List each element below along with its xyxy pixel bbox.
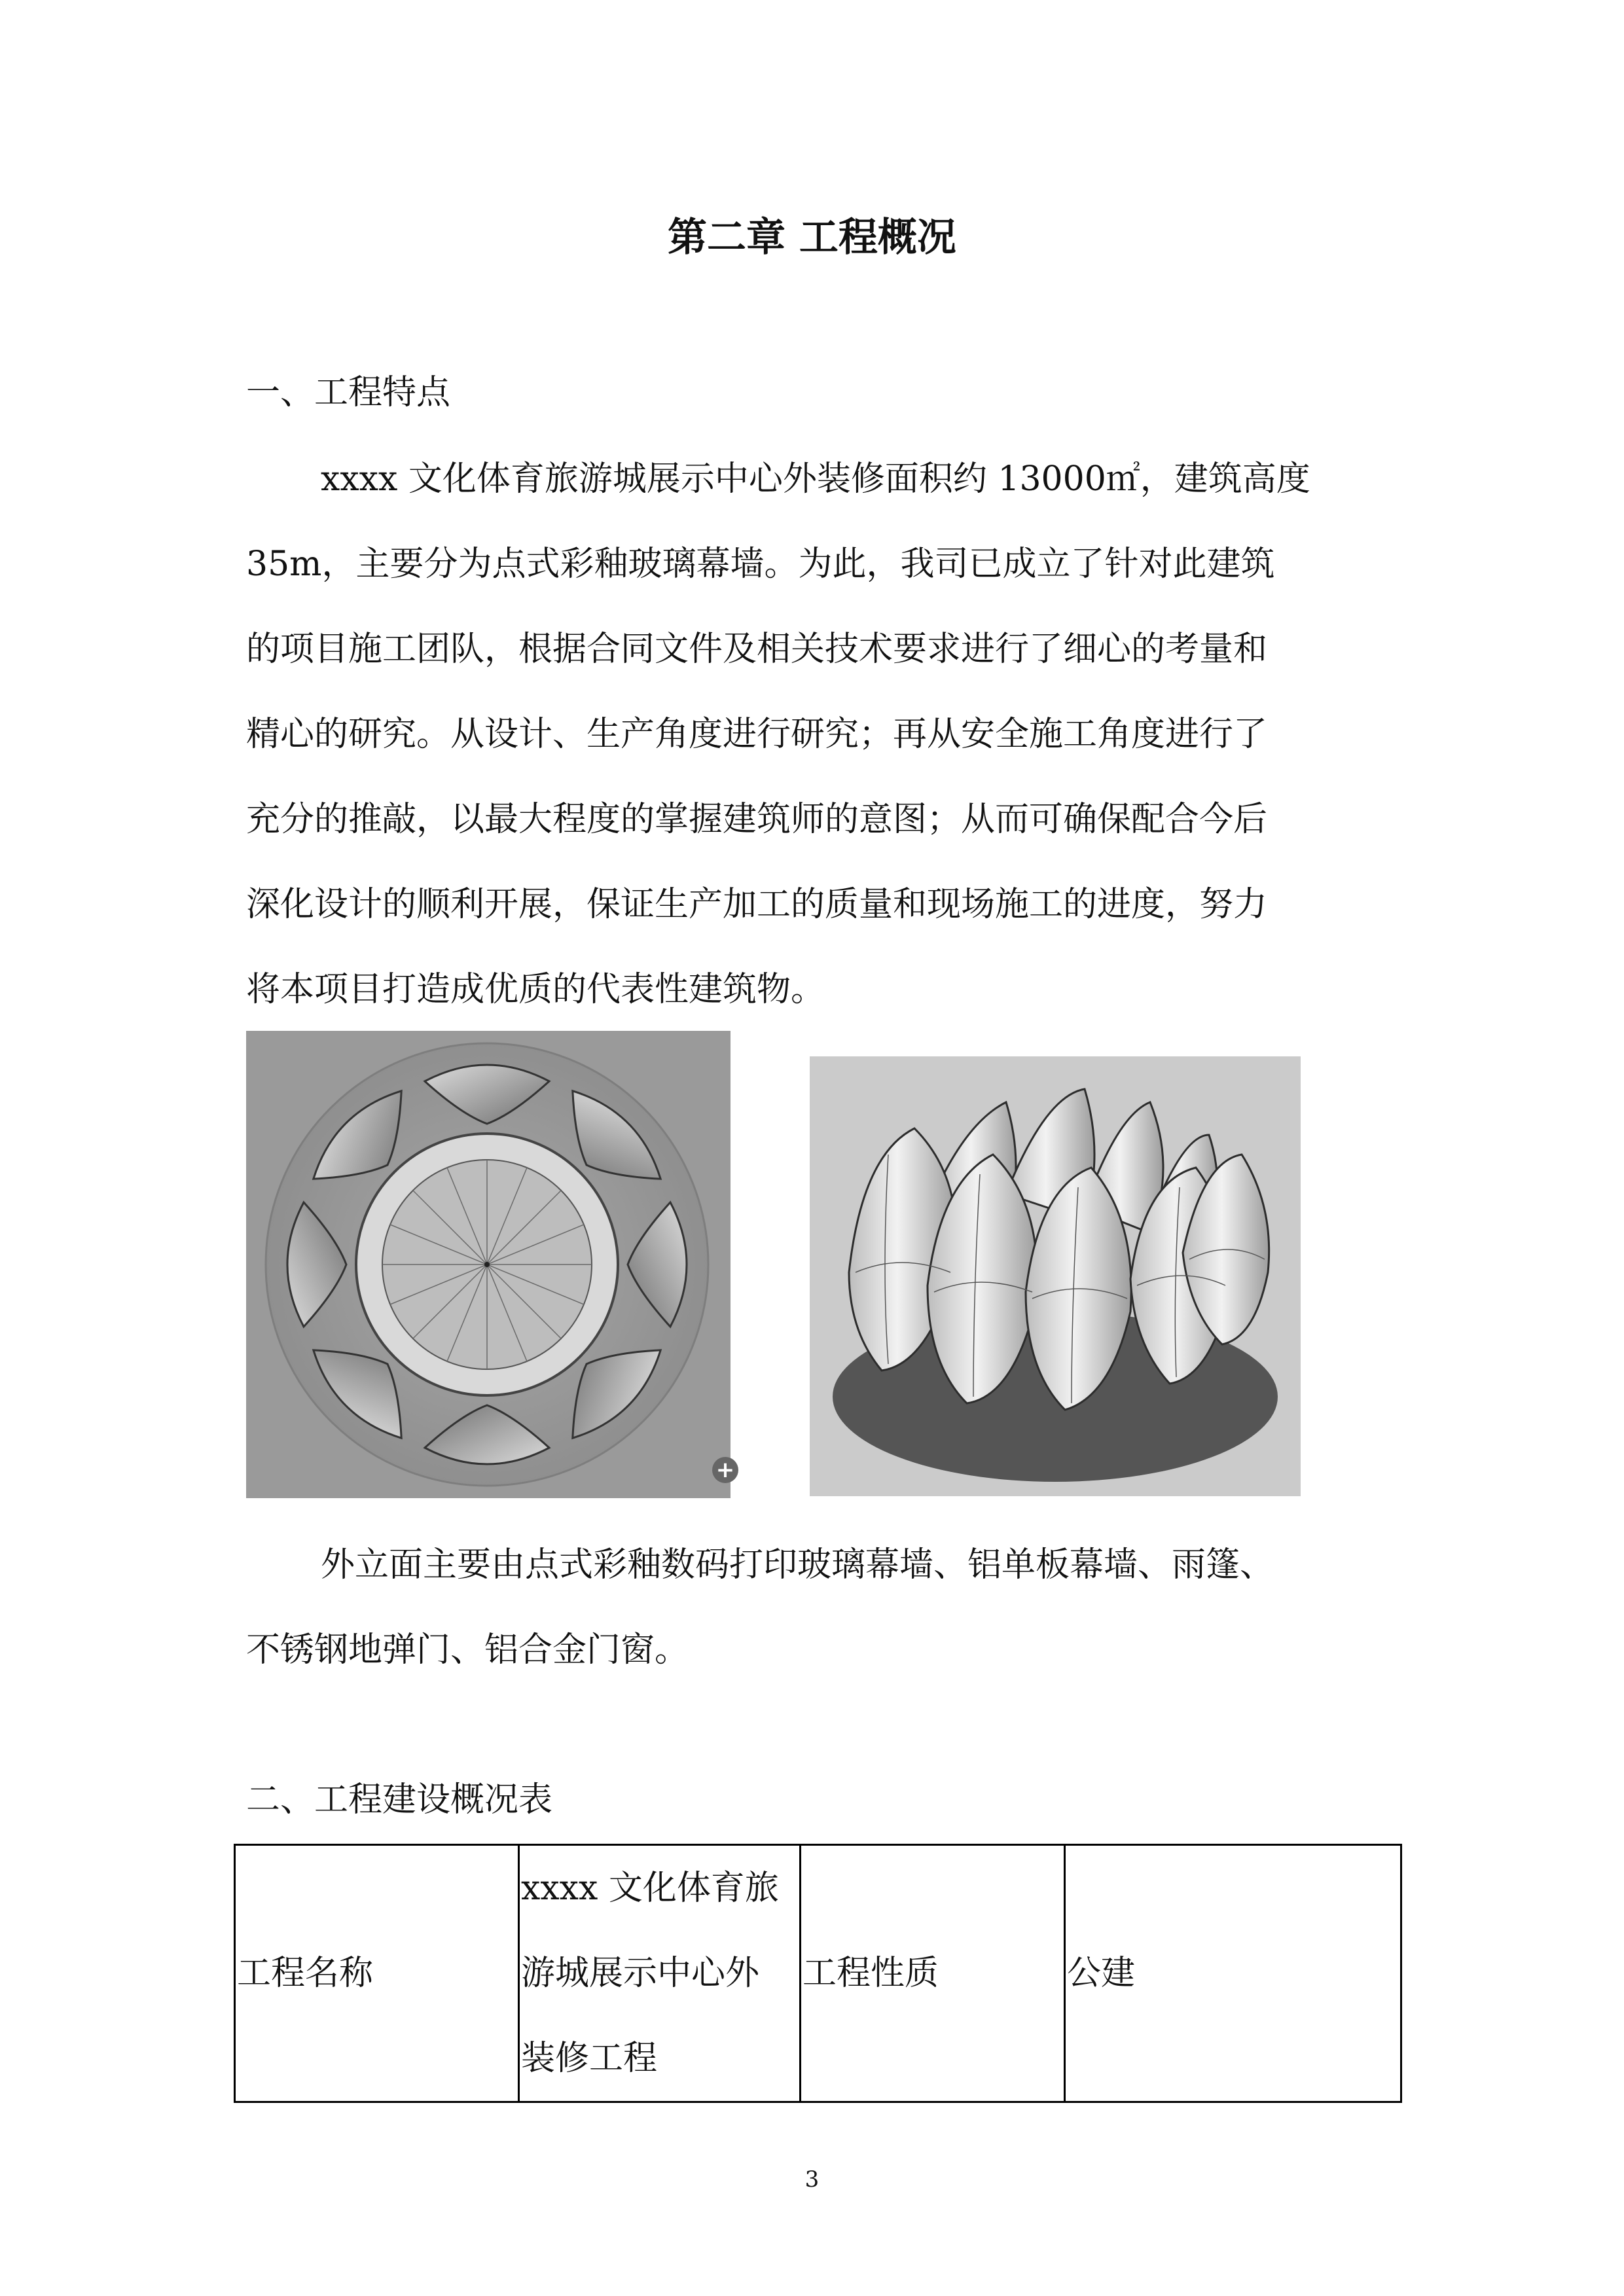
paragraph-line: 不锈钢地弹门、铝合金门窗。 <box>246 1630 689 1670</box>
zoom-in-icon: + <box>712 1457 738 1483</box>
paragraph-line: 精心的研究。从设计、生产角度进行研究；再从安全施工角度进行了 <box>246 715 1268 754</box>
building-perspective-image <box>810 1056 1301 1496</box>
page-title: 第二章 工程概况 <box>668 215 956 260</box>
section-heading-features: 一、工程特点 <box>246 373 451 412</box>
page-number: 3 <box>804 2166 820 2193</box>
table-cell-value <box>519 1845 801 2102</box>
paragraph-line: 的项目施工团队，根据合同文件及相关技术要求进行了细心的考量和 <box>246 630 1268 669</box>
paragraph-line: 充分的推敲，以最大程度的掌握建筑师的意图；从而可确保配合今后 <box>246 800 1268 839</box>
cell-line: 游城展示中心外 <box>521 1954 760 1993</box>
section-heading-overview: 二、工程建设概况表 <box>246 1780 553 1820</box>
cell-line: 装修工程 <box>521 2039 658 2078</box>
paragraph-line: 深化设计的顺利开展，保证生产加工的质量和现场施工的进度，努力 <box>246 885 1268 924</box>
paragraph-line: 外立面主要由点式彩釉数码打印玻璃幕墙、铝单板幕墙、雨篷、 <box>321 1545 1274 1585</box>
table-row <box>235 1845 1401 2102</box>
table-cell-value: 公建 <box>1065 1845 1401 2102</box>
cell-line: xxxx 文化体育旅 <box>521 1869 779 1908</box>
paragraph-line: 将本项目打造成优质的代表性建筑物。 <box>246 970 825 1009</box>
perspective-drawing <box>810 1056 1301 1496</box>
project-overview-table <box>234 1844 1402 2103</box>
paragraph-line: 35m，主要分为点式彩釉玻璃幕墙。为此，我司已成立了针对此建筑 <box>246 545 1275 584</box>
top-view-drawing <box>246 1031 731 1498</box>
paragraph-line: xxxx 文化体育旅游城展示中心外装修面积约 13000㎡，建筑高度 <box>321 459 1310 499</box>
building-top-view-image <box>246 1031 735 1498</box>
table-cell-label: 工程性质 <box>801 1845 1065 2102</box>
table-cell-label: 工程名称 <box>235 1845 519 2102</box>
